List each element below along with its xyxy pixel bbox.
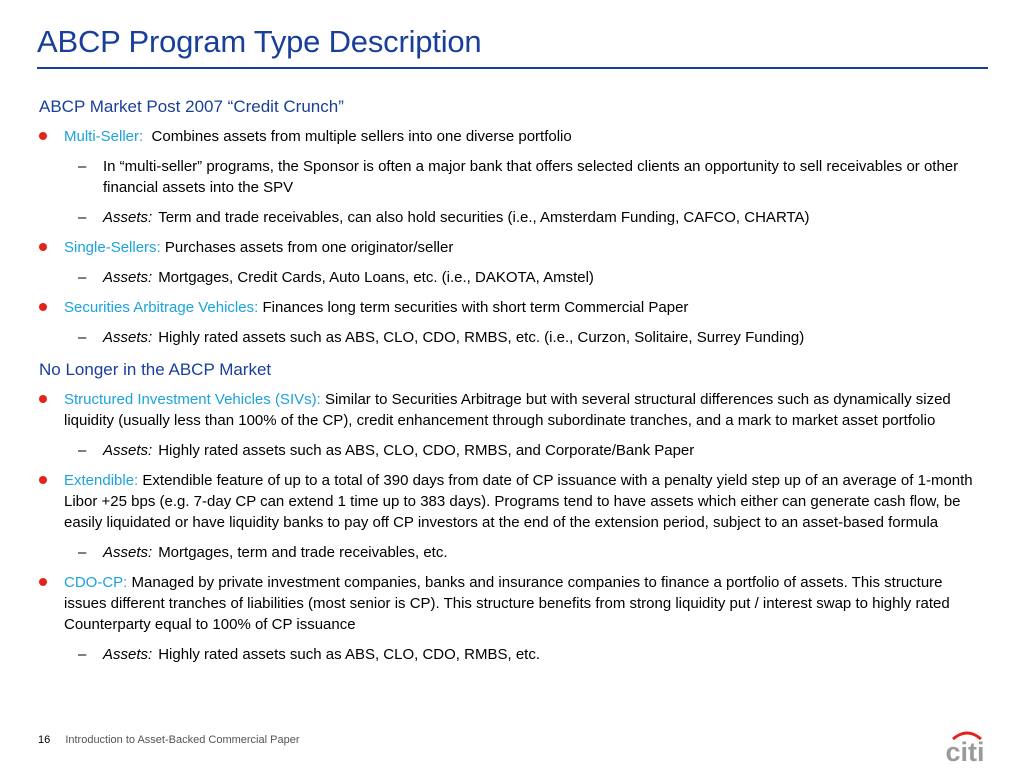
section-heading-post-2007: ABCP Market Post 2007 “Credit Crunch” (39, 97, 344, 116)
dash-icon: – (78, 544, 87, 561)
sub-bullet-text: Highly rated assets such as ABS, CLO, CDO, RMBS, etc. (158, 646, 540, 663)
dash-icon: – (78, 646, 87, 663)
sub-bullet-text: In “multi-seller” programs, the Sponsor is often a major bank that offers selected clients an opportunity to sell receivables or other financial assets into the SPV (103, 158, 959, 196)
term-label: CDO-CP: (64, 574, 128, 591)
slide-content (39, 96, 979, 674)
dash-icon: – (78, 209, 87, 226)
bullet-single-sellers (39, 237, 979, 258)
sub-bullet-text: Highly rated assets such as ABS, CLO, CDO, RMBS, and Corporate/Bank Paper (158, 442, 695, 459)
citi-logo-text: citi (945, 737, 985, 765)
sub-bullet-text: Highly rated assets such as ABS, CLO, CDO, RMBS, etc. (i.e., Curzon, Solitaire, Surrey Funding) (158, 329, 805, 346)
dash-icon: – (78, 158, 87, 175)
page-number: 16 (38, 734, 51, 746)
sub-bullet-assets (39, 542, 979, 563)
bullet-dot-icon (39, 395, 47, 403)
bullet-text: Extendible feature of up to a total of 390 days from date of CP issuance with a penalty yield step up of an average of 1-month Libor +25 bps (e.g. 7-day CP can extend 1 time up to 383 days). Programs tend to have assets which either can generate cash flow, be easily liquidated or have liquidity banks to pay off CP investors at the end of the extension period, subject to an asset-based formula (64, 472, 973, 531)
bullet-cdo-cp (39, 572, 979, 635)
bullet-dot-icon (39, 243, 47, 251)
assets-label: Assets: (103, 269, 153, 286)
bullet-extendible (39, 470, 979, 533)
citi-logo-icon (936, 725, 994, 765)
bullet-text: Similar to Securities Arbitrage but with several structural differences such as dynamically sized liquidity (usually less than 100% of the CP), credit enhancement through subordinate tranches, and a mark to market asset portfolio (64, 391, 951, 429)
bullet-text: Finances long term securities with short term Commercial Paper (262, 299, 689, 316)
sub-bullet (39, 156, 979, 198)
sub-bullet-text: Term and trade receivables, can also hold securities (i.e., Amsterdam Funding, CAFCO, CHARTA) (158, 209, 810, 226)
bullet-multi-seller (39, 126, 979, 147)
assets-label: Assets: (103, 209, 153, 226)
assets-label: Assets: (103, 329, 153, 346)
bullet-dot-icon (39, 578, 47, 586)
assets-label: Assets: (103, 646, 153, 663)
bullet-text: Managed by private investment companies, banks and insurance companies to finance a portfolio of assets. This structure issues different tranches of liabilities (most senior is CP). This structure benefits from strong liquidity put / interest swap to highly rated Counterparty equal to 100% of CP issuance (64, 574, 950, 633)
bullet-dot-icon (39, 303, 47, 311)
sub-bullet-assets (39, 644, 979, 665)
term-label: Single-Sellers: (64, 239, 161, 256)
bullet-dot-icon (39, 132, 47, 140)
dash-icon: – (78, 269, 87, 286)
term-label: Multi-Seller: (64, 128, 144, 145)
footer (38, 734, 299, 746)
sub-bullet-assets (39, 327, 979, 348)
bullet-sivs (39, 389, 979, 431)
bullet-text: Combines assets from multiple sellers into one diverse portfolio (151, 128, 572, 145)
sub-bullet-assets (39, 267, 979, 288)
bullet-dot-icon (39, 476, 47, 484)
dash-icon: – (78, 442, 87, 459)
assets-label: Assets: (103, 442, 153, 459)
footer-text: Introduction to Asset-Backed Commercial Paper (65, 734, 300, 746)
term-label: Extendible: (64, 472, 139, 489)
title-divider (37, 67, 988, 69)
section-heading-no-longer: No Longer in the ABCP Market (39, 360, 272, 379)
sub-bullet-text: Mortgages, term and trade receivables, etc. (158, 544, 448, 561)
term-label: Structured Investment Vehicles (SIVs): (64, 391, 321, 408)
bullet-securities-arbitrage (39, 297, 979, 318)
assets-label: Assets: (103, 544, 153, 561)
sub-bullet-assets (39, 207, 979, 228)
bullet-text: Purchases assets from one originator/seller (164, 239, 454, 256)
term-label: Securities Arbitrage Vehicles: (64, 299, 259, 316)
page-title: ABCP Program Type Description (37, 24, 482, 59)
sub-bullet-text: Mortgages, Credit Cards, Auto Loans, etc. (i.e., DAKOTA, Amstel) (158, 269, 594, 286)
dash-icon: – (78, 329, 87, 346)
sub-bullet-assets (39, 440, 979, 461)
